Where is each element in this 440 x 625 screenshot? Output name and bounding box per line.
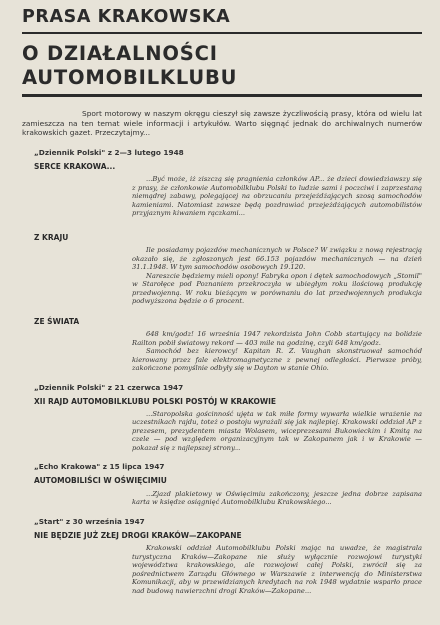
section-paragraph: ...Zjazd plakietowy w Oświęcimiu zakończony, jeszcze jedna dobrze zapisana karta w księdze osiągnięć Automobilklubu Krakowskiego...: [132, 489, 422, 507]
section-paragraph: 648 km/godz! 16 września 1947 rekordzista John Cobb startujący na bolidzie Railton pobił światowy rekord — 403 mile na godzinę, czyli 648 km/godz.: [132, 330, 422, 347]
section-body: [132, 246, 422, 306]
section-paragraph: ...Staropolska gościnność ujęta w tak miłe formy wywarła wielkie wrażenie na uczestnikach rajdu, toteż o postoju wyrażali się jak najlepiej. Krakowski oddział AP z prezesem, prezydentem miasta Wolasem, wiceprezesami Bukowieckim i Kmitą na czele — pod względem organizacyjnym tak w Zakopanem jak i w Krakowie — pokazał się z najlepszej strony...: [132, 409, 422, 452]
section-paragraph: Krakowski oddział Automobilklubu Polski mając na uwadze, że magistrala turystyczna Kraków—Zakopane nie służy wyłącznie rozwojowi turystyki województwa krakowskiego, ale rozwojowi całej Polski, zwrócił się za pośrednictwem Zarządu Głównego w Warszawie z interwencją do Ministerstwa Komunikacji, aby w przewidzianych kredytach na rok 1948 wydatnie wsparło prace nad budową nawierzchni drogi Kraków—Zakopane...: [132, 544, 422, 595]
section-body: [132, 175, 422, 218]
section-heading: Z KRAJU: [34, 232, 69, 242]
section-paragraph: ...Być może, iż ziszczą się pragnienia członków AP... że dzieci dowiedziawszy się z prasy, że członkowie Automobilklubu Polski to ludzie sami i poczciwi i zaprzestaną niemądrej zabawy, polegającej na obrzucaniu przejeżdżających szosą samochodów kamieniami. Natomiast zawsze będą pozdrawiać przejeżdżających automobilistów przyjaznym kiwaniem rączkami...: [132, 175, 422, 218]
section-paragraph: Nareszcie będziemy mieli opony! Fabryka opon i dętek samochodowych „Stomil" w Starołęce pod Poznaniem przekroczyła w ubiegłym roku ilościową produkcję przedwojenną. W roku bieżącym w porównaniu do lat przedwojennych produkcja podwyższona będzie o 6 procent.: [132, 271, 422, 306]
section-heading: ZE ŚWIATA: [34, 316, 80, 326]
section-heading: SERCE KRAKOWA...: [34, 161, 116, 171]
section-body: [132, 490, 422, 507]
section-heading: AUTOMOBILIŚCI W OŚWIĘCIMIU: [34, 476, 167, 486]
section-body: [132, 544, 422, 595]
source-line: „Start" z 30 września 1947: [34, 516, 145, 526]
section-heading: XII RAJD AUTOMOBILKLUBU POLSKI POSTÓJ W KRAKOWIE: [34, 396, 277, 406]
source-line: „Dziennik Polski" z 2—3 lutego 1948: [34, 147, 184, 157]
source-line: „Dziennik Polski" z 21 czerwca 1947: [34, 382, 184, 392]
kicker-heading: PRASA KRAKOWSKA: [22, 7, 231, 27]
article-header: [22, 0, 422, 97]
section-paragraph: Ile posiadamy pojazdów mechanicznych w Polsce? W związku z nową rejestracją okazało się, że zgłoszonych jest 66.153 pojazdów mechanicznych — na dzień 31.1.1948. W tym samochodów osobowych 19.120.: [132, 246, 422, 272]
title-rule: [22, 94, 422, 97]
section-body: [132, 330, 422, 373]
section-body: [132, 410, 422, 453]
source-line: „Echo Krakowa" z 15 lipca 1947: [34, 462, 165, 472]
section-heading: NIE BĘDZIE JUŻ ZŁEJ DROGI KRAKÓW—ZAKOPANE: [34, 530, 242, 540]
section-paragraph: Samochód bez kierowcy! Kapitan R. Z. Vaughan skonstruował samochód kierowany przez fale elektromagnetyczne z pewnej odległości. Pierwsze próby, zakończone pomyślnie odbyły się w Dayton w stanie Ohio.: [132, 347, 422, 372]
intro-paragraph: Sport motorowy w naszym okręgu cieszył się zawsze życzliwością prasy, która od wielu lat zamieszcza na ten temat wiele informacji i artykułów. Warto sięgnąć jednak do archiwalnych numerów krakowskich gazet. Przeczytajmy...: [22, 109, 422, 138]
article-title: O DZIAŁALNOŚCI AUTOMOBILKLUBU: [22, 42, 238, 89]
header-rule: [22, 32, 422, 34]
